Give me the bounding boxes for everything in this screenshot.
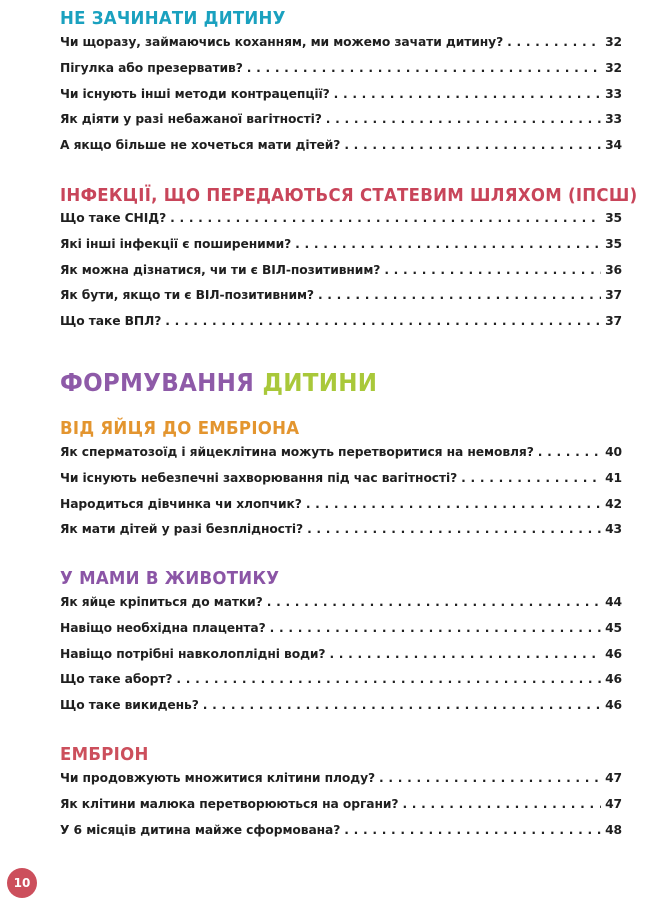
- toc-entry: [60, 314, 622, 340]
- toc-entry-page-number: 35: [605, 236, 622, 251]
- toc-entry: [60, 138, 622, 164]
- toc-entry-title: Як бути, якщо ти є ВІЛ-позитивним?: [60, 288, 314, 303]
- toc-list-embryo: [60, 771, 622, 848]
- toc-entry: [60, 112, 622, 138]
- dot-leader: [538, 445, 601, 459]
- toc-entry: [60, 61, 622, 87]
- toc-entry-page-number: 37: [605, 288, 622, 303]
- toc-entry: [60, 771, 622, 797]
- toc-entry: [60, 87, 622, 113]
- toc-entry-title: Чи існують небезпечні захворювання під час вагітності?: [60, 470, 458, 485]
- toc-entry-title: Чи щоразу, займаючись коханням, ми можемо зачати дитину?: [60, 35, 504, 49]
- toc-entry: [60, 672, 622, 698]
- dot-leader: [270, 621, 601, 635]
- dot-leader: [461, 471, 601, 485]
- toc-entry: [60, 522, 622, 548]
- toc-entry-title: А якщо більше не хочеться мати дітей?: [60, 138, 341, 153]
- toc-entry-page-number: 43: [605, 522, 622, 537]
- toc-entry-page-number: 37: [605, 314, 622, 329]
- dot-leader: [247, 61, 601, 75]
- toc-entry-page-number: 41: [605, 470, 622, 485]
- toc-entry-title: Що таке викидень?: [60, 698, 199, 713]
- dot-leader: [306, 497, 601, 511]
- page-number-badge: 10: [7, 868, 37, 898]
- toc-list-sti: [60, 211, 622, 340]
- toc-entry-title: Навіщо потрібні навколоплідні води?: [60, 646, 326, 661]
- toc-list-egg-to-embryo: [60, 445, 622, 548]
- toc-entry-title: Чи існують інші методи контрацепції?: [60, 86, 330, 101]
- dot-leader: [507, 35, 601, 49]
- dot-leader: [329, 647, 601, 661]
- toc-entry-title: Що таке ВПЛ?: [60, 314, 162, 329]
- dot-leader: [295, 237, 601, 251]
- toc-entry: [60, 698, 622, 724]
- dot-leader: [203, 698, 601, 712]
- toc-entry-title: Як сперматозоїд і яйцеклітина можуть перетворитися на немовля?: [60, 445, 534, 459]
- toc-entry-title: Народиться дівчинка чи хлопчик?: [60, 496, 302, 511]
- toc-entry-title: Як яйце кріпиться до матки?: [60, 595, 263, 609]
- toc-entry-title: Як можна дізнатися, чи ти є ВІЛ-позитивним?: [60, 262, 381, 277]
- section-heading-egg-to-embryo: ВІД ЯЙЦЯ ДО ЕМБРІОНА: [60, 418, 300, 439]
- section-heading-in-mothers-belly: У МАМИ В ЖИВОТИКУ: [60, 568, 280, 589]
- dot-leader: [176, 672, 601, 686]
- dot-leader: [326, 112, 601, 126]
- toc-entry: [60, 823, 622, 849]
- toc-entry-title: Як мати дітей у разі безплідності?: [60, 522, 304, 537]
- toc-entry-page-number: 45: [605, 620, 622, 635]
- toc-entry-page-number: 33: [605, 86, 622, 101]
- toc-entry-page-number: 33: [605, 112, 622, 127]
- toc-entry: [60, 621, 622, 647]
- toc-list-no-conception: [60, 35, 622, 164]
- toc-entry-title: Пігулка або презерватив?: [60, 60, 243, 75]
- toc-entry: [60, 237, 622, 263]
- toc-entry-page-number: 40: [605, 445, 622, 459]
- toc-entry-page-number: 47: [605, 771, 622, 785]
- chapter-heading: [60, 368, 377, 397]
- toc-entry-title: Як діяти у разі небажаної вагітності?: [60, 112, 322, 127]
- toc-entry-title: У 6 місяців дитина майже сформована?: [60, 822, 341, 837]
- toc-entry: [60, 263, 622, 289]
- dot-leader: [334, 87, 601, 101]
- toc-entry: [60, 211, 622, 237]
- toc-entry-title: Чи продовжують множитися клітини плоду?: [60, 771, 376, 785]
- dot-leader: [170, 211, 601, 225]
- dot-leader: [267, 595, 601, 609]
- toc-entry-title: Як клітини малюка перетворюються на органи?: [60, 796, 399, 811]
- toc-entry: [60, 647, 622, 673]
- toc-entry-title: Які інші інфекції є поширеними?: [60, 236, 292, 251]
- toc-entry-page-number: 32: [605, 60, 622, 75]
- toc-entry: [60, 595, 622, 621]
- dot-leader: [402, 797, 601, 811]
- toc-entry-page-number: 32: [605, 35, 622, 49]
- dot-leader: [318, 288, 601, 302]
- toc-entry-page-number: 46: [605, 646, 622, 661]
- dot-leader: [344, 138, 601, 152]
- toc-entry-page-number: 36: [605, 262, 622, 277]
- toc-entry-page-number: 35: [605, 211, 622, 225]
- toc-entry-title: Що таке СНІД?: [60, 211, 167, 225]
- dot-leader: [379, 771, 601, 785]
- chapter-heading-part1: ФОРМУВАННЯ: [60, 368, 255, 397]
- toc-list-in-mothers-belly: [60, 595, 622, 724]
- dot-leader: [344, 823, 601, 837]
- toc-entry-page-number: 46: [605, 698, 622, 713]
- toc-entry: [60, 35, 622, 61]
- dot-leader: [165, 314, 601, 328]
- toc-entry: [60, 497, 622, 523]
- toc-entry: [60, 797, 622, 823]
- toc-entry-page-number: 42: [605, 496, 622, 511]
- toc-entry-page-number: 48: [605, 822, 622, 837]
- dot-leader: [384, 263, 601, 277]
- toc-entry: [60, 288, 622, 314]
- toc-entry-title: Навіщо необхідна плацента?: [60, 620, 266, 635]
- section-heading-sti: ІНФЕКЦІЇ, ЩО ПЕРЕДАЮТЬСЯ СТАТЕВИМ ШЛЯХОМ (ІПСШ): [60, 185, 638, 206]
- section-heading-no-conception: НЕ ЗАЧИНАТИ ДИТИНУ: [60, 8, 286, 29]
- toc-entry-page-number: 47: [605, 796, 622, 811]
- section-heading-embryo: ЕМБРІОН: [60, 744, 149, 765]
- toc-entry: [60, 445, 622, 471]
- toc-entry-page-number: 34: [605, 138, 622, 153]
- toc-entry-page-number: 44: [605, 595, 622, 609]
- chapter-heading-part2: ДИТИНИ: [262, 368, 378, 397]
- toc-entry-title: Що таке аборт?: [60, 672, 173, 687]
- toc-entry-page-number: 46: [605, 672, 622, 687]
- toc-entry: [60, 471, 622, 497]
- dot-leader: [307, 522, 601, 536]
